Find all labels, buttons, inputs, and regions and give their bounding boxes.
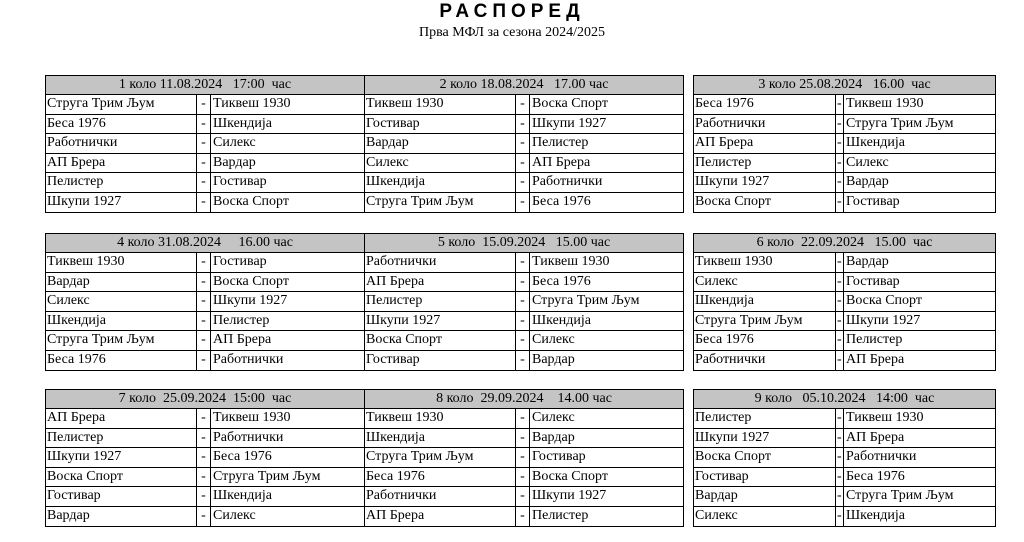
home-team: Воска Спорт (365, 331, 516, 350)
separator: - (197, 253, 211, 272)
away-team: Гостивар (211, 253, 365, 272)
home-team: Пелистер (46, 429, 197, 448)
home-team: Работнички (365, 253, 516, 272)
away-team: Тиквеш 1930 (211, 95, 365, 114)
round-header: 4 коло 31.08.2024 16.00 час (46, 234, 365, 253)
table-row (46, 331, 365, 351)
home-team: Гостивар (46, 487, 197, 506)
table-row (46, 193, 365, 213)
separator: - (836, 409, 844, 428)
separator: - (836, 351, 844, 370)
separator: - (197, 173, 211, 192)
table-row (365, 487, 684, 507)
separator: - (516, 273, 530, 292)
table-row (694, 154, 996, 174)
table-row (46, 507, 365, 527)
home-team: Вардар (365, 134, 516, 153)
round-header: 6 коло 22.09.2024 15.00 час (694, 234, 996, 253)
home-team: Работнички (46, 134, 197, 153)
separator: - (516, 409, 530, 428)
home-team: Шкупи 1927 (694, 429, 836, 448)
round-table-9 (693, 389, 996, 527)
away-team: Гостивар (211, 173, 365, 192)
separator: - (197, 273, 211, 292)
away-team: Шкендија (211, 115, 365, 134)
home-team: Струга Трим Љум (694, 312, 836, 331)
home-team: Гостивар (694, 468, 836, 487)
table-row (694, 273, 996, 293)
home-team: Вардар (46, 273, 197, 292)
home-team: АП Брера (46, 154, 197, 173)
away-team: Силекс (211, 507, 365, 526)
round-table-7 (45, 389, 365, 527)
away-team: Вардар (530, 429, 684, 448)
table-row (365, 134, 684, 154)
table-row (46, 173, 365, 193)
home-team: Гостивар (365, 115, 516, 134)
away-team: Гостивар (844, 193, 996, 212)
away-team: АП Брера (211, 331, 365, 350)
home-team: Пелистер (694, 154, 836, 173)
home-team: Силекс (365, 154, 516, 173)
away-team: Силекс (211, 134, 365, 153)
separator: - (836, 468, 844, 487)
home-team: Струга Трим Љум (365, 448, 516, 467)
separator: - (516, 487, 530, 506)
table-row (46, 448, 365, 468)
table-row (694, 487, 996, 507)
home-team: Воска Спорт (46, 468, 197, 487)
home-team: Шкендија (365, 173, 516, 192)
table-row (365, 409, 684, 429)
home-team: Работнички (694, 115, 836, 134)
away-team: Шкендија (844, 507, 996, 526)
separator: - (516, 351, 530, 370)
table-row (694, 134, 996, 154)
away-team: Работнички (530, 173, 684, 192)
table-row (365, 351, 684, 371)
separator: - (836, 507, 844, 526)
table-row (46, 253, 365, 273)
round-table-5 (364, 233, 684, 371)
away-team: Шкупи 1927 (844, 312, 996, 331)
separator: - (197, 292, 211, 311)
round-table-4 (45, 233, 365, 371)
table-row (694, 507, 996, 527)
home-team: Шкупи 1927 (694, 173, 836, 192)
table-row (365, 273, 684, 293)
round-table-2 (364, 75, 684, 213)
table-row (694, 253, 996, 273)
round-header: 1 коло 11.08.2024 17:00 час (46, 76, 365, 95)
away-team: Шкендија (211, 487, 365, 506)
separator: - (836, 115, 844, 134)
away-team: Струга Трим Љум (211, 468, 365, 487)
home-team: Работнички (694, 351, 836, 370)
separator: - (516, 507, 530, 526)
table-row (694, 292, 996, 312)
away-team: Вардар (844, 253, 996, 272)
table-row (365, 95, 684, 115)
table-row (694, 448, 996, 468)
table-row (694, 429, 996, 449)
separator: - (836, 173, 844, 192)
away-team: Тиквеш 1930 (530, 253, 684, 272)
home-team: Пелистер (694, 409, 836, 428)
away-team: Воска Спорт (211, 273, 365, 292)
table-row (365, 312, 684, 332)
away-team: Беса 1976 (530, 193, 684, 212)
table-row (694, 409, 996, 429)
home-team: Пелистер (46, 173, 197, 192)
away-team: Воска Спорт (530, 95, 684, 114)
home-team: Беса 1976 (694, 331, 836, 350)
table-row (365, 193, 684, 213)
round-table-1 (45, 75, 365, 213)
table-row (365, 253, 684, 273)
home-team: Вардар (694, 487, 836, 506)
table-row (46, 115, 365, 135)
away-team: Струга Трим Љум (844, 487, 996, 506)
separator: - (516, 95, 530, 114)
away-team: Пелистер (530, 134, 684, 153)
away-team: Работнички (211, 351, 365, 370)
away-team: Тиквеш 1930 (211, 409, 365, 428)
away-team: Работнички (844, 448, 996, 467)
home-team: Воска Спорт (694, 448, 836, 467)
away-team: Гостивар (530, 448, 684, 467)
away-team: Беса 1976 (530, 273, 684, 292)
separator: - (197, 115, 211, 134)
round-header: 9 коло 05.10.2024 14:00 час (694, 390, 996, 409)
page-subtitle: Прва МФЛ за сезона 2024/2025 (418, 25, 606, 40)
home-team: Тиквеш 1930 (694, 253, 836, 272)
separator: - (516, 331, 530, 350)
home-team: Шкупи 1927 (46, 193, 197, 212)
home-team: Тиквеш 1930 (365, 409, 516, 428)
round-header: 3 коло 25.08.2024 16.00 час (694, 76, 996, 95)
separator: - (516, 292, 530, 311)
table-row (46, 154, 365, 174)
table-row (365, 173, 684, 193)
page-title: РАСПОРЕД (439, 1, 585, 22)
home-team: Шкендија (694, 292, 836, 311)
separator: - (516, 468, 530, 487)
separator: - (197, 154, 211, 173)
away-team: Воска Спорт (844, 292, 996, 311)
separator: - (836, 487, 844, 506)
home-team: Тиквеш 1930 (46, 253, 197, 272)
separator: - (197, 468, 211, 487)
table-row (694, 173, 996, 193)
home-team: Работнички (365, 487, 516, 506)
home-team: Беса 1976 (46, 115, 197, 134)
round-table-8 (364, 389, 684, 527)
table-row (694, 331, 996, 351)
table-row (46, 95, 365, 115)
separator: - (197, 95, 211, 114)
away-team: Тиквеш 1930 (844, 409, 996, 428)
separator: - (197, 351, 211, 370)
table-row (365, 115, 684, 135)
home-team: Беса 1976 (365, 468, 516, 487)
away-team: АП Брера (844, 351, 996, 370)
table-row (694, 312, 996, 332)
away-team: Струга Трим Љум (530, 292, 684, 311)
separator: - (516, 173, 530, 192)
table-row (365, 448, 684, 468)
separator: - (197, 134, 211, 153)
away-team: Беса 1976 (211, 448, 365, 467)
away-team: Воска Спорт (211, 193, 365, 212)
away-team: Шкупи 1927 (530, 487, 684, 506)
away-team: Силекс (844, 154, 996, 173)
table-row (365, 331, 684, 351)
away-team: Пелистер (530, 507, 684, 526)
away-team: Силекс (530, 409, 684, 428)
away-team: Вардар (211, 154, 365, 173)
home-team: Шкупи 1927 (46, 448, 197, 467)
home-team: Воска Спорт (694, 193, 836, 212)
away-team: Пелистер (211, 312, 365, 331)
home-team: Струга Трим Љум (365, 193, 516, 212)
separator: - (197, 429, 211, 448)
table-row (46, 351, 365, 371)
round-header: 7 коло 25.09.2024 15:00 час (46, 390, 365, 409)
separator: - (836, 448, 844, 467)
round-table-3 (693, 75, 996, 213)
home-team: АП Брера (694, 134, 836, 153)
separator: - (836, 95, 844, 114)
round-header: 8 коло 29.09.2024 14.00 час (365, 390, 684, 409)
table-row (46, 292, 365, 312)
home-team: Струга Трим Љум (46, 95, 197, 114)
away-team: Тиквеш 1930 (844, 95, 996, 114)
away-team: Силекс (530, 331, 684, 350)
round-header: 5 коло 15.09.2024 15.00 час (365, 234, 684, 253)
away-team: Пелистер (844, 331, 996, 350)
separator: - (836, 429, 844, 448)
separator: - (516, 115, 530, 134)
home-team: Струга Трим Љум (46, 331, 197, 350)
home-team: Беса 1976 (46, 351, 197, 370)
table-row (365, 429, 684, 449)
home-team: Шкендија (46, 312, 197, 331)
separator: - (197, 487, 211, 506)
table-row (365, 507, 684, 527)
separator: - (516, 134, 530, 153)
away-team: Шкендија (530, 312, 684, 331)
table-row (46, 312, 365, 332)
away-team: Шкендија (844, 134, 996, 153)
away-team: Шкупи 1927 (530, 115, 684, 134)
home-team: АП Брера (365, 273, 516, 292)
table-row (694, 351, 996, 371)
separator: - (836, 134, 844, 153)
home-team: АП Брера (46, 409, 197, 428)
table-row (46, 468, 365, 488)
separator: - (836, 273, 844, 292)
table-row (46, 134, 365, 154)
home-team: Шкупи 1927 (365, 312, 516, 331)
separator: - (516, 253, 530, 272)
away-team: АП Брера (530, 154, 684, 173)
home-team: Шкендија (365, 429, 516, 448)
table-row (694, 95, 996, 115)
table-row (694, 468, 996, 488)
separator: - (836, 292, 844, 311)
away-team: Шкупи 1927 (211, 292, 365, 311)
away-team: Работнички (211, 429, 365, 448)
round-table-6 (693, 233, 996, 371)
table-row (365, 292, 684, 312)
separator: - (516, 448, 530, 467)
table-row (694, 115, 996, 135)
home-team: Силекс (46, 292, 197, 311)
home-team: Пелистер (365, 292, 516, 311)
separator: - (197, 507, 211, 526)
separator: - (197, 409, 211, 428)
away-team: АП Брера (844, 429, 996, 448)
away-team: Вардар (530, 351, 684, 370)
table-row (46, 429, 365, 449)
away-team: Воска Спорт (530, 468, 684, 487)
home-team: Силекс (694, 507, 836, 526)
table-row (365, 468, 684, 488)
home-team: Вардар (46, 507, 197, 526)
separator: - (836, 193, 844, 212)
separator: - (197, 312, 211, 331)
round-header: 2 коло 18.08.2024 17.00 час (365, 76, 684, 95)
separator: - (516, 429, 530, 448)
away-team: Беса 1976 (844, 468, 996, 487)
table-row (365, 154, 684, 174)
separator: - (516, 154, 530, 173)
table-row (46, 487, 365, 507)
table-row (46, 409, 365, 429)
separator: - (836, 154, 844, 173)
separator: - (197, 193, 211, 212)
separator: - (197, 331, 211, 350)
home-team: АП Брера (365, 507, 516, 526)
home-team: Беса 1976 (694, 95, 836, 114)
separator: - (836, 331, 844, 350)
separator: - (836, 253, 844, 272)
away-team: Гостивар (844, 273, 996, 292)
table-row (694, 193, 996, 213)
table-row (46, 273, 365, 293)
separator: - (516, 193, 530, 212)
away-team: Вардар (844, 173, 996, 192)
home-team: Тиквеш 1930 (365, 95, 516, 114)
separator: - (197, 448, 211, 467)
separator: - (836, 312, 844, 331)
home-team: Гостивар (365, 351, 516, 370)
home-team: Силекс (694, 273, 836, 292)
separator: - (516, 312, 530, 331)
away-team: Струга Трим Љум (844, 115, 996, 134)
